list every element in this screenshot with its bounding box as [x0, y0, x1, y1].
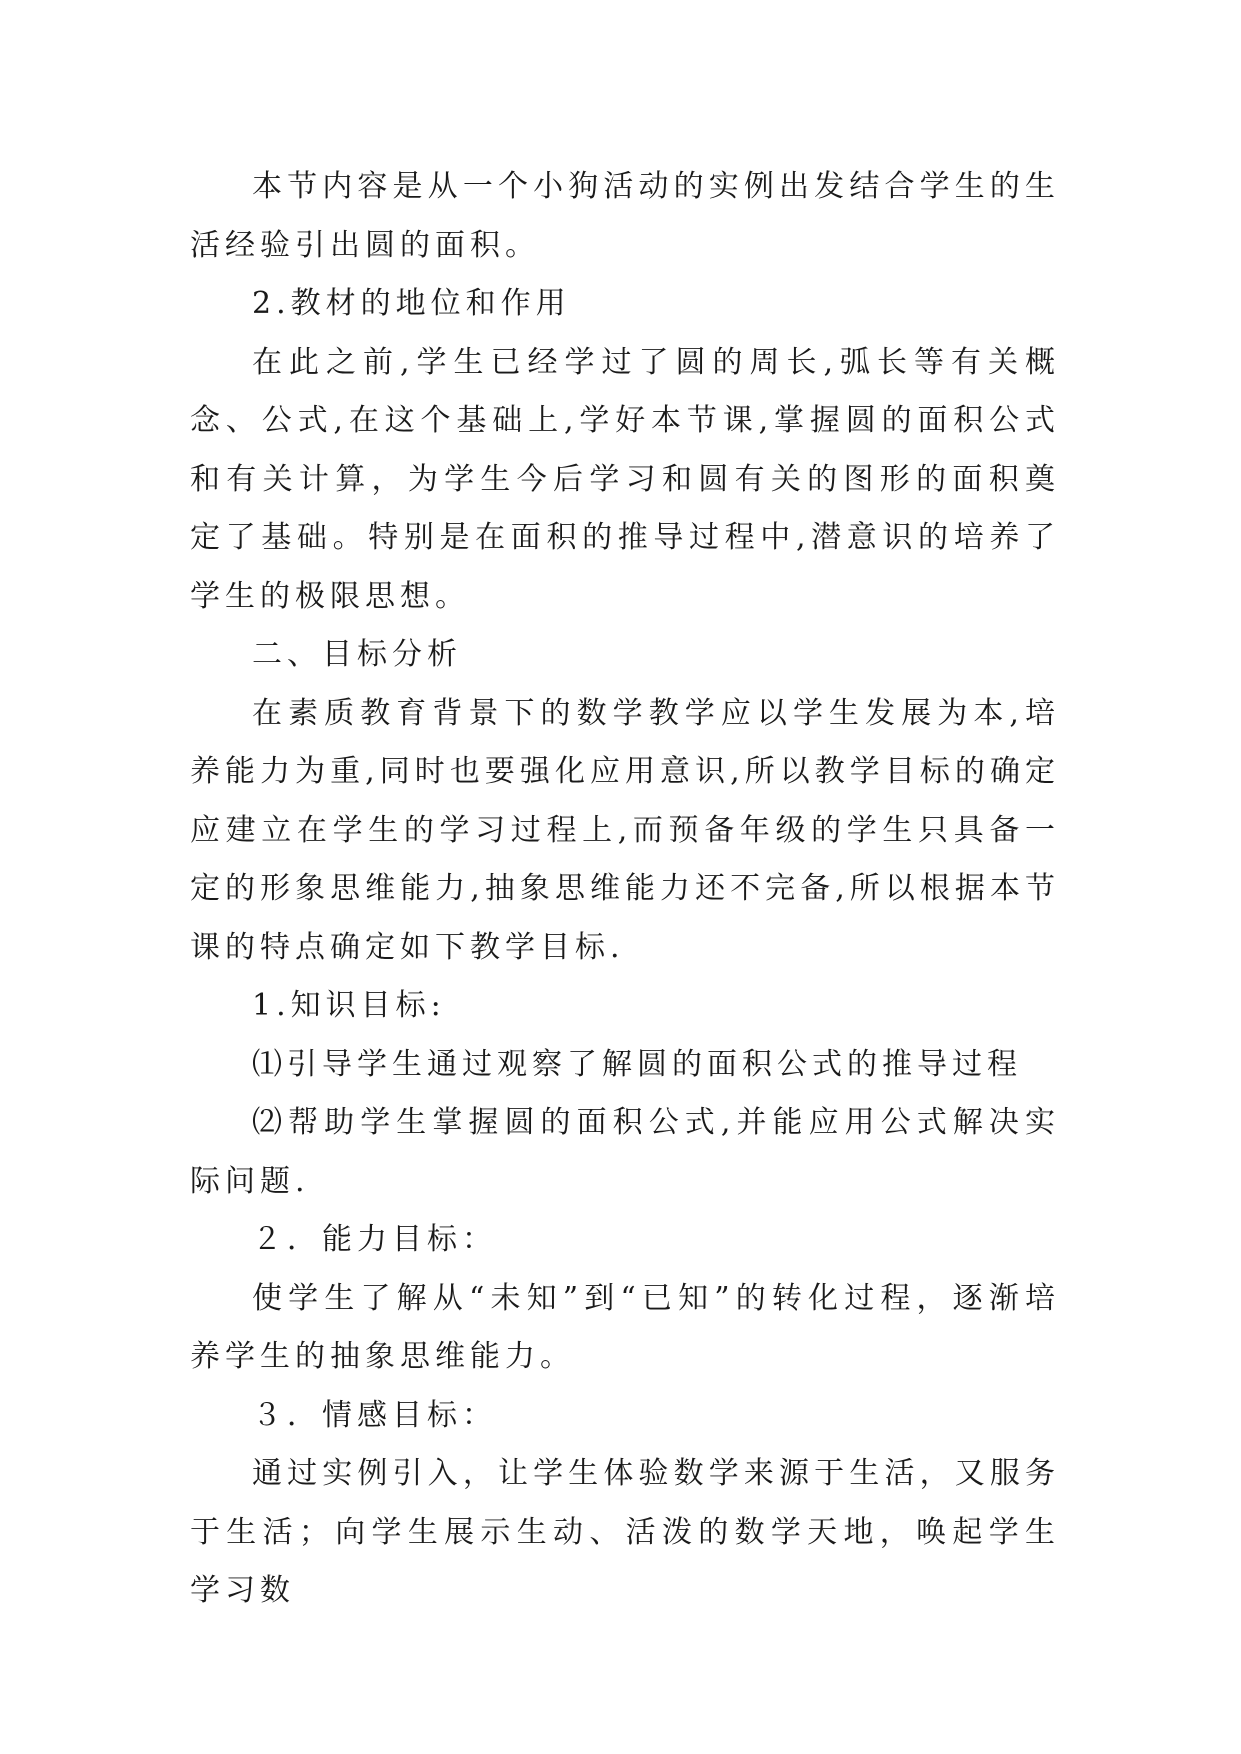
heading-goal-analysis: 二、目标分析 [252, 637, 462, 672]
paragraph-emotion-goal: 通过实例引入，让学生体验数学来源于生活，又服务于生活；向学生展示生动、活泼的数学天地，唤起学生学习数 [190, 1456, 1060, 1608]
heading-ability-goal: ２．能力目标： [252, 1222, 497, 1257]
document-body [190, 158, 1060, 1621]
paragraph-goal-analysis: 在素质教育背景下的数学教学应以学生发展为本,培养能力为重,同时也要强化应用意识,所以教学目标的确定应建立在学生的学习过程上,而预备年级的学生只具备一定的形象思维能力,抽象思维能力还不完备,所以根据本节课的特点确定如下教学目标. [190, 695, 1060, 965]
heading-emotion-goal: ３．情感目标： [252, 1397, 497, 1433]
heading-textbook-role: 2.教材的地位和作用 [252, 286, 571, 321]
heading-knowledge-goal: 1.知识目标: [252, 988, 446, 1023]
paragraph-textbook-role: 在此之前,学生已经学过了圆的周长,弧长等有关概念、公式,在这个基础上,学好本节课,掌握圆的面积公式和有关计算，为学生今后学习和圆有关的图形的面积奠定了基础。特别是在面积的推导过程中,潜意识的培养了学生的极限思想。 [190, 344, 1060, 614]
list-item-knowledge-1: ⑴引导学生通过观察了解圆的面积公式的推导过程 [252, 1046, 1022, 1082]
paragraph-intro: 本节内容是从一个小狗活动的实例出发结合学生的生活经验引出圆的面积。 [190, 169, 1060, 263]
paragraph-ability-goal: 使学生了解从“未知”到“已知”的转化过程，逐渐培养学生的抽象思维能力。 [190, 1280, 1060, 1374]
list-item-knowledge-2: ⑵帮助学生掌握圆的面积公式,并能应用公式解决实际问题. [190, 1105, 1060, 1199]
